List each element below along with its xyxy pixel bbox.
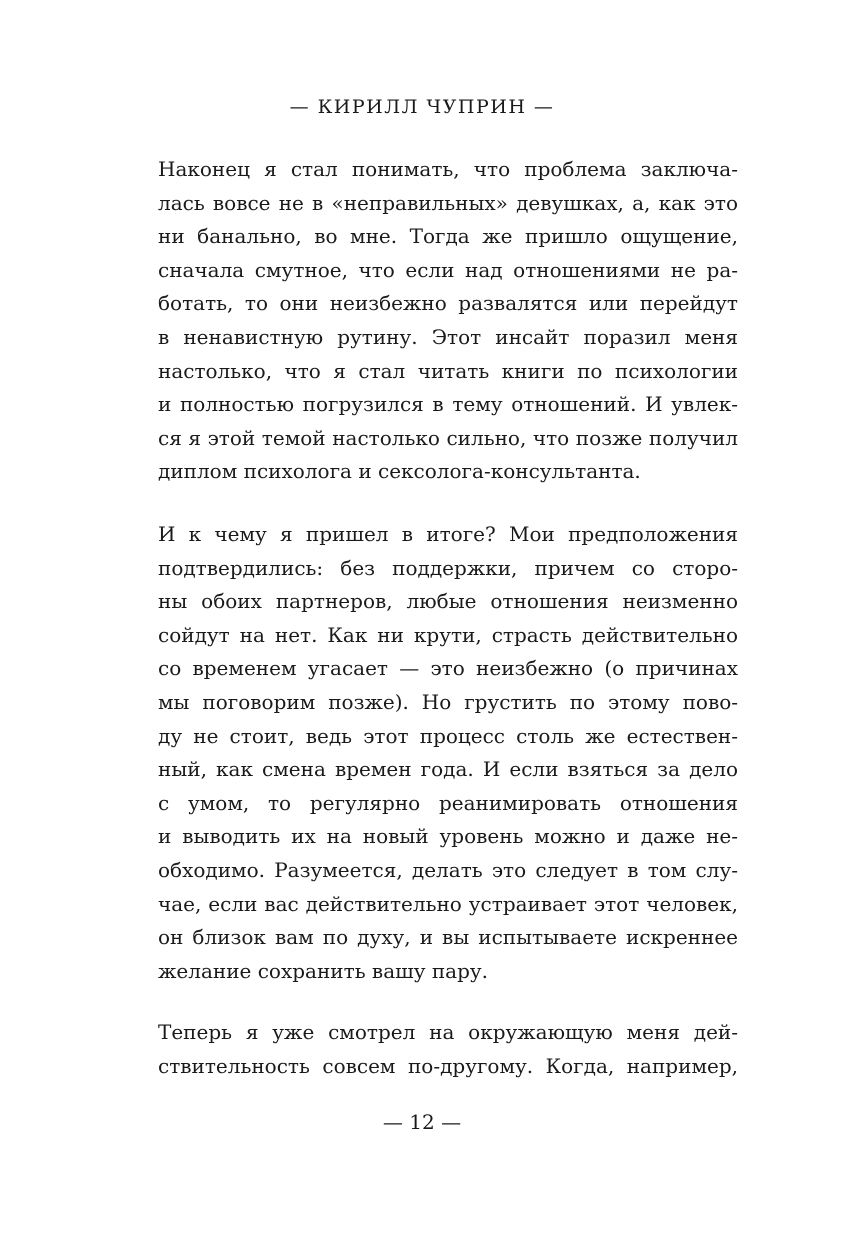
text-line: Наконец я стал понимать, что проблема заключа-: [158, 157, 738, 181]
text-line: Теперь я уже смотрел на окружающую меня дей-: [158, 1020, 738, 1044]
page-number: — 12 —: [382, 1110, 462, 1134]
text-line: со временем угасает — это неизбежно (о причинах: [158, 656, 738, 681]
text-line: ный, как смена времен года. И если взяться за дело: [158, 757, 738, 782]
text-line: лась вовсе не в «неправильных» девушках, а, как это: [158, 190, 738, 215]
text-line: подтвердились: без поддержки, причем со сторо-: [158, 555, 738, 580]
text-line: в ненавистную рутину. Этот инсайт поразил меня: [158, 324, 738, 349]
text-line: ни банально, во мне. Тогда же пришло ощущение,: [158, 224, 738, 249]
text-line: настолько, что я стал читать книги по психологии: [158, 358, 738, 383]
text-line: ся я этой темой настолько сильно, что позже получил: [158, 425, 738, 450]
running-head: — КИРИЛЛ ЧУПРИН —: [289, 96, 555, 118]
text-line: И к чему я пришел в итоге? Мои предположения: [158, 522, 738, 546]
text-line: сначала смутное, что если над отношениями не ра-: [158, 257, 738, 282]
paragraph-1: [158, 153, 738, 489]
text-line: мы поговорим позже). Но грустить по этому пово-: [158, 689, 738, 714]
text-line: ствительность совсем по-другому. Когда, например,: [158, 1053, 738, 1078]
text-line: обходимо. Разумеется, делать это следует в том слу-: [158, 857, 738, 882]
text-line: ду не стоит, ведь этот процесс столь же естествен-: [158, 723, 738, 748]
text-line: с умом, то регулярно реанимировать отношения: [158, 790, 738, 815]
text-line: желание сохранить вашу пару.: [158, 958, 489, 983]
paragraph-3: [158, 1016, 738, 1083]
text-line: он близок вам по духу, и вы испытываете искреннее: [158, 925, 738, 950]
paragraph-2: [158, 518, 738, 988]
text-line: и полностью погрузился в тему отношений. И увлек-: [158, 392, 738, 417]
text-line: ны обоих партнеров, любые отношения неизменно: [158, 589, 738, 614]
text-line: ботать, то они неизбежно развалятся или перейдут: [158, 291, 738, 316]
text-line: чае, если вас действительно устраивает этот человек,: [158, 891, 738, 916]
text-line: сойдут на нет. Как ни крути, страсть действительно: [158, 622, 738, 647]
text-line: диплом психолога и сексолога-консультанта.: [158, 459, 641, 484]
text-line: и выводить их на новый уровень можно и даже не-: [158, 824, 738, 849]
